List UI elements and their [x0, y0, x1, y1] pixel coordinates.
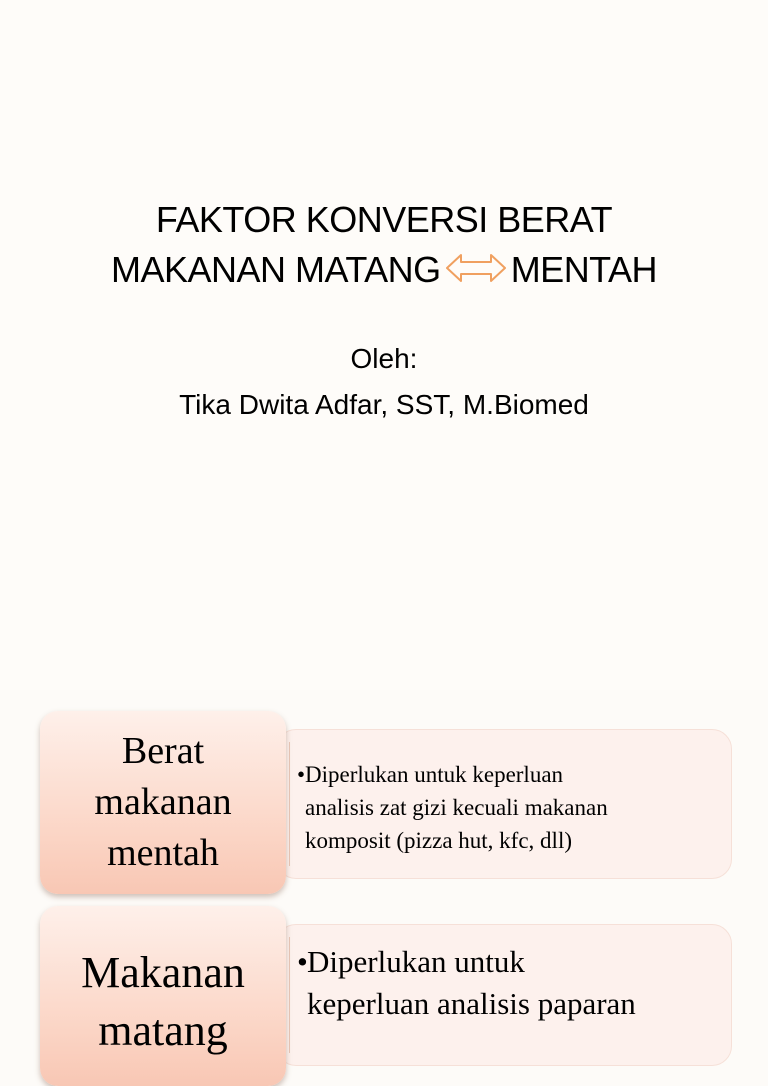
label-line: matang — [98, 1006, 228, 1055]
label-line: makanan — [94, 781, 232, 823]
title-line-2-left: MAKANAN MATANG — [110, 249, 441, 290]
title-line-2-right: MENTAH — [510, 249, 658, 290]
label-line: Berat — [121, 730, 205, 772]
label-line: mentah — [107, 832, 219, 874]
label-text-1 — [94, 726, 231, 879]
double-arrow-icon — [445, 247, 507, 297]
slide-title — [0, 195, 768, 297]
bullet: • — [297, 762, 306, 787]
description-line: analisis zat gizi kecuali makanan — [305, 795, 608, 820]
label-line: Makanan — [81, 948, 245, 997]
divider — [289, 937, 290, 1053]
description-box-1 — [276, 729, 732, 879]
description-line: komposit (pizza hut, kfc, dll) — [305, 828, 572, 853]
label-box-1 — [40, 711, 286, 894]
label-text-2 — [81, 906, 245, 1060]
description-line: Diperlukan untuk — [307, 944, 525, 979]
bullet: • — [297, 944, 308, 979]
title-line-1: FAKTOR KONVERSI BERAT — [155, 199, 613, 240]
description-box-2 — [276, 924, 732, 1066]
description-line: keperluan analisis paparan — [307, 986, 636, 1021]
divider — [289, 742, 290, 866]
author-block — [0, 336, 768, 428]
description-line: Diperlukan untuk keperluan — [305, 762, 564, 787]
author-name: Tika Dwita Adfar, SST, M.Biomed — [179, 389, 589, 420]
label-box-2 — [40, 906, 286, 1086]
title-line-2 — [0, 245, 768, 297]
by-label: Oleh: — [350, 343, 418, 374]
description-text-2 — [297, 941, 715, 1025]
description-text-1 — [297, 758, 715, 857]
